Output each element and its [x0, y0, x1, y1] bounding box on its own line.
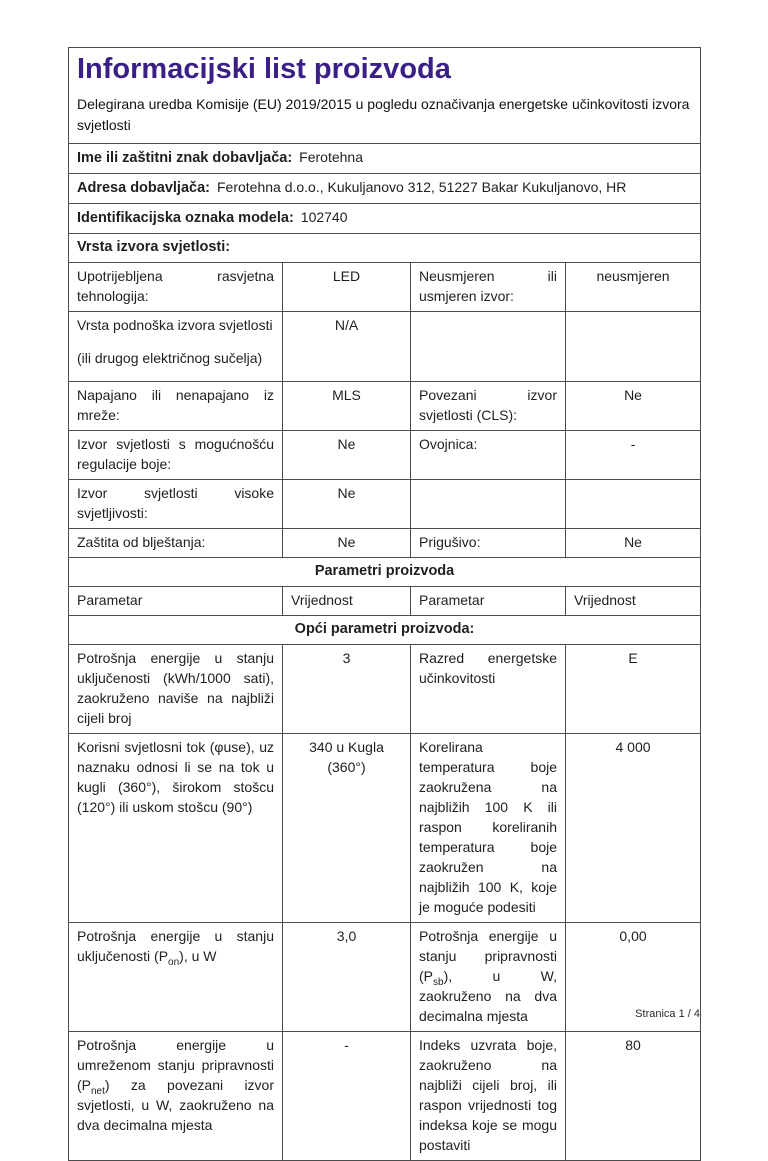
- value-cell: E: [566, 645, 701, 734]
- value-cell: N/A: [283, 312, 411, 382]
- param-cell: Napajano ili nenapajano iz mreže:: [69, 382, 283, 431]
- supplier-name-label: Ime ili zaštitni znak dobavljača:: [77, 150, 293, 166]
- value-cell: Ne: [283, 529, 411, 558]
- model-id-row: [69, 204, 701, 234]
- value-cell: [566, 312, 701, 382]
- value-cell: 3: [283, 645, 411, 734]
- table-row: [69, 529, 701, 558]
- table-row: [69, 645, 701, 734]
- table-row: [69, 480, 701, 529]
- param-subscript: sb: [433, 976, 444, 988]
- supplier-address-value: Ferotehna d.o.o., Kukuljanovo 312, 51227 Bakar Kukuljanovo, HR: [216, 179, 627, 195]
- param-cell: Zaštita od blještanja:: [69, 529, 283, 558]
- param-cell: Prigušivo:: [411, 529, 566, 558]
- param-text: Potrošnja energije u stanju uključenosti (P: [77, 928, 274, 964]
- param-cell: Razred energetske učinkovitosti: [411, 645, 566, 734]
- value-cell: Ne: [566, 382, 701, 431]
- param-cell: Indeks uzvrata boje, zaokruženo na najbliži cijeli broj, ili raspon vrijednosti tog indeksa koje se mogu postaviti: [411, 1032, 566, 1161]
- table-row: [69, 923, 701, 1032]
- param-text: ), u W, zaokruženo na dva decimalna mjesta: [419, 968, 557, 1024]
- product-info-sheet: [68, 47, 700, 1161]
- value-cell: neusmjeren: [566, 263, 701, 312]
- table-row: [69, 312, 701, 382]
- param-cell: [411, 312, 566, 382]
- value-cell: Ne: [566, 529, 701, 558]
- param-line-2: (ili drugog električnog sučelja): [77, 350, 263, 366]
- supplier-address-label: Adresa dobavljača:: [77, 180, 210, 196]
- param-subscript: on: [168, 956, 180, 968]
- value-cell: 4 000: [566, 734, 701, 923]
- value-cell: Ne: [283, 431, 411, 480]
- value-cell: -: [283, 1032, 411, 1161]
- param-cell: [69, 1032, 283, 1161]
- light-source-section-header: Vrsta izvora svjetlosti:: [69, 234, 701, 263]
- table-row: [69, 431, 701, 480]
- param-text: Potrošnja energije u umreženom stanju pripravnosti (P: [77, 1037, 274, 1093]
- param-cell: [411, 480, 566, 529]
- product-parameters-section-header: Parametri proizvoda: [69, 558, 701, 587]
- supplier-name-value: Ferotehna: [299, 149, 363, 165]
- supplier-address-row: [69, 174, 701, 204]
- value-cell: -: [566, 431, 701, 480]
- param-cell: [69, 923, 283, 1032]
- column-header-parametar-2: Parametar: [411, 587, 566, 616]
- model-id-value: 102740: [300, 209, 348, 225]
- table-row: [69, 263, 701, 312]
- param-cell: [411, 923, 566, 1032]
- param-cell: Potrošnja energije u stanju uključenosti (kWh/1000 sati), zaokruženo naviše na najbliži cijeli broj: [69, 645, 283, 734]
- param-subscript: net: [91, 1085, 105, 1097]
- column-header-vrijednost-1: Vrijednost: [283, 587, 411, 616]
- page-number: Stranica 1 / 4: [635, 1008, 700, 1020]
- general-parameters-subsection-header: Opći parametri proizvoda:: [69, 616, 701, 645]
- param-cell: Korelirana temperatura boje zaokružena na najbližih 100 K ili raspon koreliranih temperatura boje zaokružen na najbližih 100 K, koje je moguće podesiti: [411, 734, 566, 923]
- value-cell: 340 u Kugla (360°): [283, 734, 411, 923]
- value-cell: 3,0: [283, 923, 411, 1032]
- value-cell: MLS: [283, 382, 411, 431]
- title-block: [69, 48, 701, 144]
- table-row: [69, 1032, 701, 1161]
- param-cell: Povezani izvor svjetlosti (CLS):: [411, 382, 566, 431]
- param-cell: Neusmjeren ili usmjeren izvor:: [411, 263, 566, 312]
- value-cell: [566, 480, 701, 529]
- param-cell: Upotrijebljena rasvjetna tehnologija:: [69, 263, 283, 312]
- table-row: [69, 734, 701, 923]
- param-line-1: Vrsta podnoška izvora svjetlosti: [77, 317, 273, 333]
- param-cell: [69, 312, 283, 382]
- value-cell: 0,00: [566, 923, 701, 1032]
- column-header-vrijednost-2: Vrijednost: [566, 587, 701, 616]
- param-text: ), u W: [179, 948, 217, 964]
- value-cell: 80: [566, 1032, 701, 1161]
- param-text: Potrošnja energije u stanju pripravnosti (P: [419, 928, 557, 984]
- param-text: ) za povezani izvor svjetlosti, u W, zaokruženo na dva decimalna mjesta: [77, 1077, 274, 1133]
- column-header-parametar-1: Parametar: [69, 587, 283, 616]
- param-cell: Ovojnica:: [411, 431, 566, 480]
- product-info-table: [68, 47, 701, 1161]
- model-id-label: Identifikacijska oznaka modela:: [77, 210, 294, 226]
- column-header-row: [69, 587, 701, 616]
- param-cell: Izvor svjetlosti visoke svjetljivosti:: [69, 480, 283, 529]
- param-cell: Izvor svjetlosti s mogućnošću regulacije boje:: [69, 431, 283, 480]
- value-cell: LED: [283, 263, 411, 312]
- page-title: Informacijski list proizvoda: [77, 53, 451, 85]
- param-cell: Korisni svjetlosni tok (φuse), uz naznaku odnosi li se na tok u kugli (360°), širokom stošcu (120°) ili uskom stošcu (90°): [69, 734, 283, 923]
- supplier-name-row: [69, 144, 701, 174]
- table-row: [69, 382, 701, 431]
- regulation-subtitle: Delegirana uredba Komisije (EU) 2019/2015 u pogledu označivanja energetske učinkovitosti izvora svjetlosti: [77, 96, 690, 133]
- value-cell: Ne: [283, 480, 411, 529]
